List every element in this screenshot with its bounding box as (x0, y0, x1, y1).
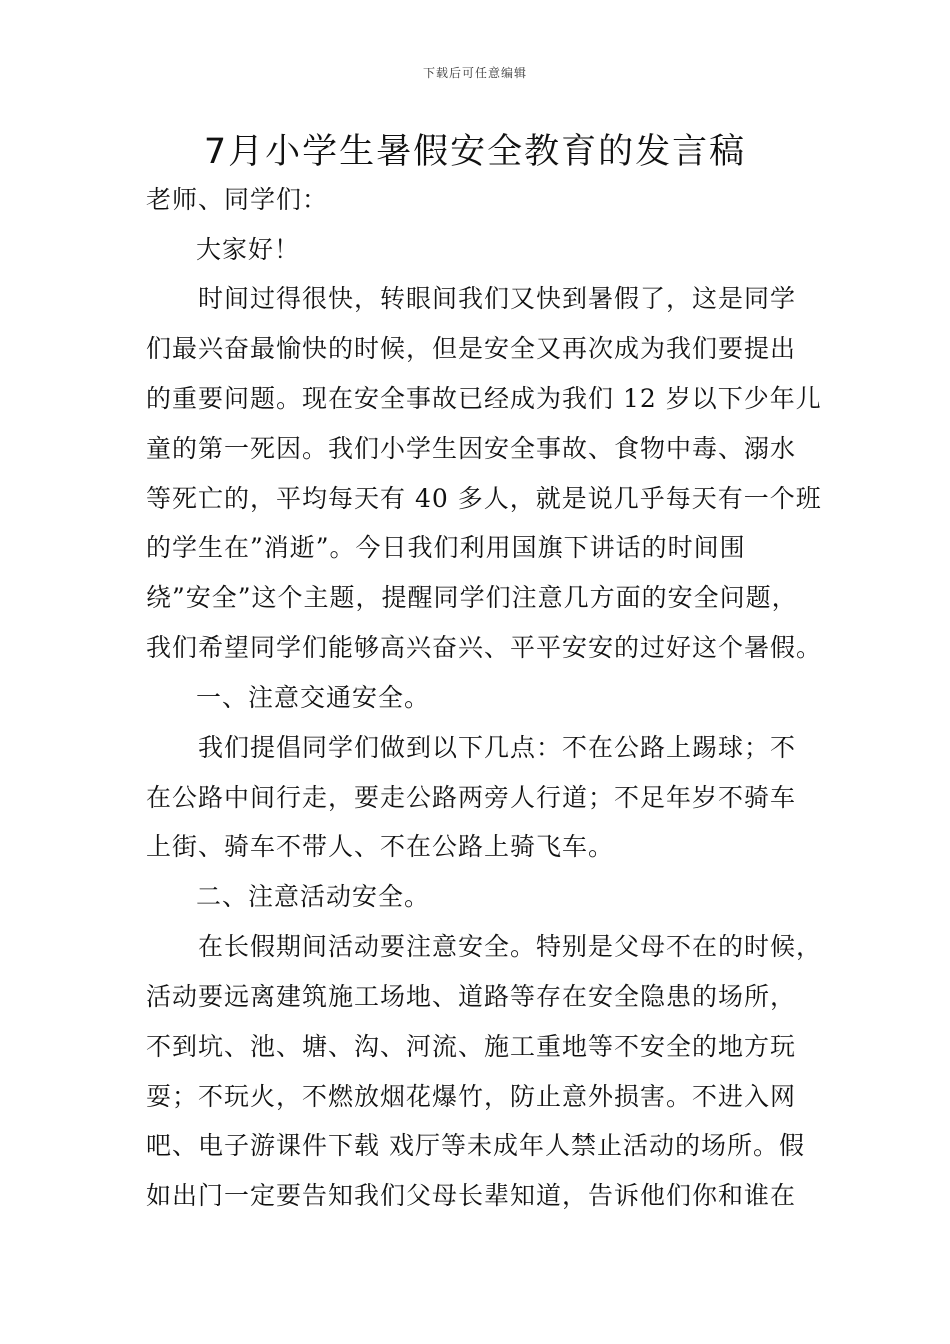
paragraph-line: 的学生在”消逝”。今日我们利用国旗下讲话的时间围 (146, 533, 746, 562)
greeting-line: 大家好！ (196, 235, 301, 264)
section-heading-activity: 二、注意活动安全。 (196, 882, 431, 911)
paragraph-line: 我们提倡同学们做到以下几点：不在公路上踢球；不 (198, 733, 797, 762)
paragraph-line: 耍；不玩火，不燃放烟花爆竹，防止意外损害。不进入网 (146, 1082, 797, 1111)
paragraph-line: 吧、电子游课件下载 戏厅等未成年人禁止活动的场所。假 (146, 1131, 805, 1160)
paragraph-line: 在长假期间活动要注意安全。特别是父母不在的时候， (198, 932, 823, 961)
salutation-line: 老师、同学们： (146, 185, 329, 214)
paragraph-line: 的重要问题。现在安全事故已经成为我们 12 岁以下少年儿 (146, 384, 822, 413)
paragraph-line: 童的第一死因。我们小学生因安全事故、食物中毒、溺水 (146, 434, 797, 463)
paragraph-line: 不到坑、池、塘、沟、河流、施工重地等不安全的地方玩 (146, 1032, 797, 1061)
document-title: 7月小学生暑假安全教育的发言稿 (203, 132, 747, 172)
paragraph-line: 如出门一定要告知我们父母长辈知道，告诉他们你和谁在 (146, 1181, 797, 1210)
section-heading-traffic: 一、注意交通安全。 (196, 683, 431, 712)
paragraph-line: 我们希望同学们能够高兴奋兴、平平安安的过好这个暑假。 (146, 633, 823, 662)
paragraph-line: 在公路中间行走，要走公路两旁人行道；不足年岁不骑车 (146, 783, 797, 812)
paragraph-line: 等死亡的，平均每天有 40 多人，就是说几乎每天有一个班 (146, 484, 822, 513)
paragraph-line: 上街、骑车不带人、不在公路上骑飞车。 (146, 832, 615, 861)
header-note: 下载后可任意编辑 (422, 66, 527, 80)
paragraph-line: 时间过得很快，转眼间我们又快到暑假了，这是同学 (198, 284, 797, 313)
paragraph-line: 们最兴奋最愉快的时候，但是安全又再次成为我们要提出 (146, 334, 797, 363)
paragraph-line: 绕”安全”这个主题，提醒同学们注意几方面的安全问题， (146, 583, 798, 612)
paragraph-line: 活动要远离建筑施工场地、道路等存在安全隐患的场所， (146, 982, 797, 1011)
